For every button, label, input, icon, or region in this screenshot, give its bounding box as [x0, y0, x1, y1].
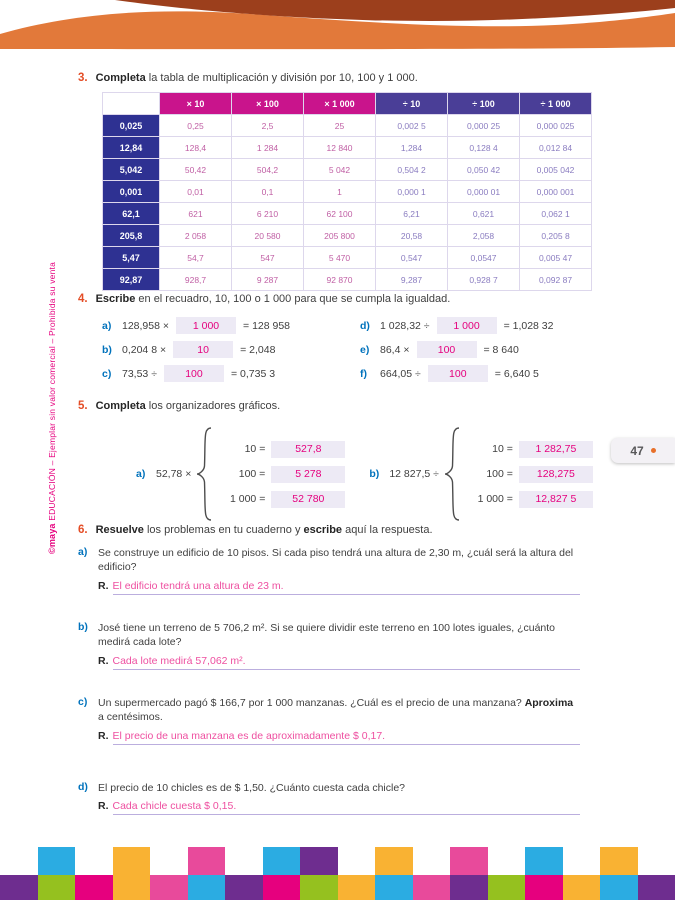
color-block	[225, 875, 263, 900]
multiplication-division-table	[102, 92, 592, 291]
color-block	[300, 875, 338, 900]
color-block	[0, 875, 38, 900]
color-block	[0, 847, 38, 875]
color-block	[300, 847, 338, 875]
item-letter: a)	[136, 468, 146, 480]
table-cell: 5 042	[304, 159, 376, 181]
organizer-expression: 12 827,5 ÷	[389, 468, 439, 480]
equation-item	[102, 365, 330, 382]
table-cell: 0,062 1	[520, 203, 592, 225]
equation-item	[360, 341, 588, 358]
organizer-label: 1 000 =	[477, 493, 513, 505]
answer-label: R.	[98, 729, 109, 742]
equation-text: 128,958 ×	[122, 319, 170, 332]
row-label: 5,47	[103, 247, 160, 269]
organizer-label: 100 =	[486, 468, 513, 480]
graphic-organizers	[136, 426, 618, 522]
written-answer: Cada chicle cuesta $ 0,15.	[113, 800, 581, 815]
organizer-row	[219, 491, 345, 508]
organizer-b	[369, 426, 593, 522]
table-cell: 0,205 8	[520, 225, 592, 247]
brace-icon	[196, 426, 214, 522]
exercise5-title	[78, 400, 618, 412]
table-row	[103, 137, 592, 159]
problem-text-part: a centésimos.	[98, 711, 163, 724]
footer-blocks-top	[0, 847, 675, 875]
answer-box: 1 000	[437, 317, 497, 334]
row-label: 0,001	[103, 181, 160, 203]
brand-label: ©maya	[47, 523, 57, 555]
title-bold: Completa	[95, 400, 146, 412]
page-number-tab	[611, 438, 675, 463]
table-cell: 0,0547	[448, 247, 520, 269]
color-block	[263, 847, 301, 875]
exercise4-title	[78, 293, 618, 305]
item-letter: a)	[102, 319, 112, 332]
color-block	[150, 847, 188, 875]
table-cell: 50,42	[160, 159, 232, 181]
table-cell: 205 800	[304, 225, 376, 247]
exercise-3	[78, 72, 618, 291]
problem-c	[78, 696, 608, 745]
table-cell: 0,092 87	[520, 269, 592, 291]
problem-body	[98, 621, 580, 670]
color-block	[488, 847, 526, 875]
table-header-cell: × 10	[160, 93, 232, 115]
organizer-label: 100 =	[238, 468, 266, 480]
answer-box: 1 000	[176, 317, 236, 334]
organizer-row	[467, 466, 593, 483]
equation-result: = 6,640 5	[494, 367, 539, 380]
top-wave-decoration	[0, 0, 675, 56]
answer-box: 128,275	[519, 466, 593, 483]
table-row	[103, 269, 592, 291]
copyright-text: EDUCACIÓN – Ejemplar sin valor comercial – Prohibida su venta	[47, 261, 57, 524]
answer-line	[98, 730, 580, 745]
problem-b	[78, 621, 608, 670]
organizer-row	[467, 491, 593, 508]
table-cell: 0,000 25	[448, 115, 520, 137]
table-cell: 0,928 7	[448, 269, 520, 291]
item-letter: b)	[369, 468, 380, 480]
table-cell: 0,005 042	[520, 159, 592, 181]
organizer-expression: 52,78 ×	[156, 468, 192, 480]
item-letter: f)	[360, 367, 367, 380]
answer-box: 10	[173, 341, 233, 358]
item-letter: b)	[78, 620, 88, 633]
color-block	[188, 875, 226, 900]
color-block	[638, 875, 675, 900]
row-label: 92,87	[103, 269, 160, 291]
table-cell: 0,547	[376, 247, 448, 269]
table-cell: 0,005 47	[520, 247, 592, 269]
table-row	[103, 159, 592, 181]
exercise-4	[78, 293, 618, 382]
item-letter: c)	[78, 695, 88, 708]
problem-text-part: José tiene un terreno de 5 706,2 m². Si se quiere dividir este terreno en 100 lotes iguales, ¿cuánto medirá cada lote?	[98, 621, 556, 649]
color-block	[75, 847, 113, 875]
exercise6-title	[78, 524, 608, 536]
exercise-number: 6.	[78, 524, 88, 536]
color-block	[450, 847, 488, 875]
color-block	[38, 875, 76, 900]
equation-text: 86,4 ×	[380, 343, 410, 356]
title-bold: escribe	[303, 524, 343, 536]
equation-item	[102, 317, 330, 334]
table-cell: 20,58	[376, 225, 448, 247]
problem-text	[98, 546, 580, 575]
table-cell: 928,7	[160, 269, 232, 291]
answer-box: 52 780	[271, 491, 345, 508]
equations-grid	[102, 317, 618, 382]
problem-body	[98, 546, 580, 595]
table-header-cell: × 1 000	[304, 93, 376, 115]
table-cell: 1	[304, 181, 376, 203]
table-cell: 0,25	[160, 115, 232, 137]
color-block	[338, 847, 376, 875]
color-block	[38, 847, 76, 875]
problem-body	[98, 696, 580, 745]
answer-label: R.	[98, 800, 109, 813]
color-block	[113, 847, 151, 875]
color-block	[375, 875, 413, 900]
table-cell: 25	[304, 115, 376, 137]
color-block	[413, 875, 451, 900]
problem-body	[98, 781, 580, 815]
table-cell: 504,2	[232, 159, 304, 181]
color-block	[225, 847, 263, 875]
table-header-cell: × 100	[232, 93, 304, 115]
color-block	[375, 847, 413, 875]
color-block	[488, 875, 526, 900]
item-letter: b)	[102, 343, 112, 356]
problem-text	[98, 696, 580, 725]
organizer-row	[467, 441, 593, 458]
table-cell: 1,284	[376, 137, 448, 159]
table-header-cell: ÷ 1 000	[520, 93, 592, 115]
written-answer: El precio de una manzana es de aproximadamente $ 0,17.	[113, 730, 581, 745]
problem-text-bold: Aproxima	[524, 696, 574, 709]
equations-column-right	[360, 317, 588, 382]
footer-decoration	[0, 847, 675, 900]
answer-line	[98, 580, 580, 595]
table-cell: 0,01	[160, 181, 232, 203]
table-row	[103, 203, 592, 225]
table-cell: 9,287	[376, 269, 448, 291]
problem-a	[78, 546, 608, 595]
equation-result: = 0,735 3	[230, 367, 276, 380]
table-header-cell: ÷ 100	[448, 93, 520, 115]
problem-text	[98, 781, 580, 795]
title-bold: Resuelve	[95, 524, 144, 536]
organizer-label: 10 =	[492, 443, 513, 455]
organizer-a	[136, 426, 345, 522]
brace-icon	[444, 426, 462, 522]
organizer-label: 10 =	[244, 443, 266, 455]
equation-result: = 128 958	[243, 319, 291, 332]
color-block	[150, 875, 188, 900]
problem-text-part: Un supermercado pagó $ 166,7 por 1 000 manzanas. ¿Cuál es el precio de una manzana?	[98, 696, 525, 709]
table-cell: 0,621	[448, 203, 520, 225]
written-answer: Cada lote medirá 57,062 m².	[113, 655, 581, 670]
equation-text: 664,05 ÷	[380, 367, 421, 380]
table-cell: 2,5	[232, 115, 304, 137]
equation-item	[360, 317, 588, 334]
table-cell: 92 870	[304, 269, 376, 291]
problems-list	[78, 546, 608, 815]
organizer-rows	[219, 441, 345, 508]
table-cell: 6 210	[232, 203, 304, 225]
answer-label: R.	[98, 654, 109, 667]
table-cell: 0,000 001	[520, 181, 592, 203]
equation-result: = 1,028 32	[503, 319, 554, 332]
exercise-number: 4.	[78, 293, 88, 305]
row-label: 0,025	[103, 115, 160, 137]
problem-text-part: Se construye un edificio de 10 pisos. Si cada piso tendrá una altura de 2,30 m, ¿cuál será la altura del edificio?	[98, 547, 574, 574]
table-row	[103, 247, 592, 269]
item-letter: c)	[102, 367, 112, 380]
table-header-cell: ÷ 10	[376, 93, 448, 115]
color-block	[525, 875, 563, 900]
title-mid: los problemas en tu cuaderno y	[143, 524, 304, 536]
item-letter: d)	[360, 319, 370, 332]
table-cell: 0,000 025	[520, 115, 592, 137]
answer-box: 100	[417, 341, 477, 358]
row-label: 62,1	[103, 203, 160, 225]
row-label: 12,84	[103, 137, 160, 159]
answer-label: R.	[98, 579, 109, 592]
problem-text-part: El precio de 10 chicles es de $ 1,50. ¿Cuánto cuesta cada chicle?	[98, 781, 406, 794]
organizer-label: 1 000 =	[230, 493, 266, 505]
table-cell: 5 470	[304, 247, 376, 269]
table-cell: 0,128 4	[448, 137, 520, 159]
organizer-rows	[467, 441, 593, 508]
color-block	[563, 847, 601, 875]
exercise-6	[78, 524, 608, 841]
table-corner-cell	[103, 93, 160, 115]
item-letter: e)	[360, 343, 370, 356]
table-cell: 0,000 1	[376, 181, 448, 203]
table-row	[103, 225, 592, 247]
color-block	[600, 875, 638, 900]
exercise-number: 3.	[78, 72, 88, 84]
footer-blocks-bottom	[0, 875, 675, 900]
color-block	[263, 875, 301, 900]
answer-line	[98, 655, 580, 670]
problem-d	[78, 781, 608, 815]
table-cell: 54,7	[160, 247, 232, 269]
equation-result: = 2,048	[240, 343, 276, 356]
tab-dot-icon	[651, 448, 656, 453]
answer-box: 100	[164, 365, 224, 382]
title-rest: los organizadores gráficos.	[145, 400, 281, 412]
title-bold: Escribe	[95, 293, 136, 305]
color-block	[450, 875, 488, 900]
table-cell: 2,058	[448, 225, 520, 247]
item-letter: a)	[78, 546, 88, 558]
equation-text: 73,53 ÷	[122, 367, 157, 380]
equation-text: 0,204 8 ×	[122, 343, 167, 356]
table-cell: 6,21	[376, 203, 448, 225]
table-cell: 621	[160, 203, 232, 225]
item-letter: d)	[78, 780, 88, 793]
answer-box: 5 278	[271, 466, 345, 483]
color-block	[638, 847, 675, 875]
organizer-row	[219, 441, 345, 458]
equation-item	[360, 365, 588, 382]
answer-box: 12,827 5	[519, 491, 593, 508]
row-label: 205,8	[103, 225, 160, 247]
problem-text	[98, 621, 580, 650]
answer-box: 100	[428, 365, 488, 382]
exercise-number: 5.	[78, 400, 88, 412]
table-header-row	[103, 93, 592, 115]
equation-text: 1 028,32 ÷	[380, 319, 430, 332]
color-block	[338, 875, 376, 900]
title-bold: Completa	[95, 72, 146, 84]
exercise-5	[78, 400, 618, 522]
row-label: 5,042	[103, 159, 160, 181]
color-block	[188, 847, 226, 875]
organizer-row	[219, 466, 345, 483]
table-cell: 128,4	[160, 137, 232, 159]
table-cell: 0,002 5	[376, 115, 448, 137]
table-cell: 20 580	[232, 225, 304, 247]
written-answer: El edificio tendrá una altura de 23 m.	[113, 580, 581, 595]
table-cell: 0,012 84	[520, 137, 592, 159]
table-cell: 0,050 42	[448, 159, 520, 181]
color-block	[525, 847, 563, 875]
title-rest: en el recuadro, 10, 100 o 1 000 para que se cumpla la igualdad.	[135, 293, 451, 305]
equations-column-left	[102, 317, 330, 382]
answer-line	[98, 800, 580, 815]
table-cell: 0,000 01	[448, 181, 520, 203]
exercise3-title	[78, 72, 618, 84]
equation-result: = 8 640	[483, 343, 519, 356]
title-rest: la tabla de multiplicación y división por 10, 100 y 1 000.	[145, 72, 418, 84]
color-block	[563, 875, 601, 900]
table-cell: 62 100	[304, 203, 376, 225]
copyright-vertical-note	[47, 262, 57, 554]
table-cell: 1 284	[232, 137, 304, 159]
table-cell: 12 840	[304, 137, 376, 159]
page-number: 47	[630, 443, 644, 458]
equation-item	[102, 341, 330, 358]
title-end: aquí la respuesta.	[342, 524, 433, 536]
table-row	[103, 181, 592, 203]
table-row	[103, 115, 592, 137]
color-block	[600, 847, 638, 875]
table-cell: 0,1	[232, 181, 304, 203]
color-block	[113, 875, 151, 900]
color-block	[413, 847, 451, 875]
answer-box: 1 282,75	[519, 441, 593, 458]
table-cell: 547	[232, 247, 304, 269]
answer-box: 527,8	[271, 441, 345, 458]
table-cell: 0,504 2	[376, 159, 448, 181]
table-cell: 2 058	[160, 225, 232, 247]
table-cell: 9 287	[232, 269, 304, 291]
color-block	[75, 875, 113, 900]
